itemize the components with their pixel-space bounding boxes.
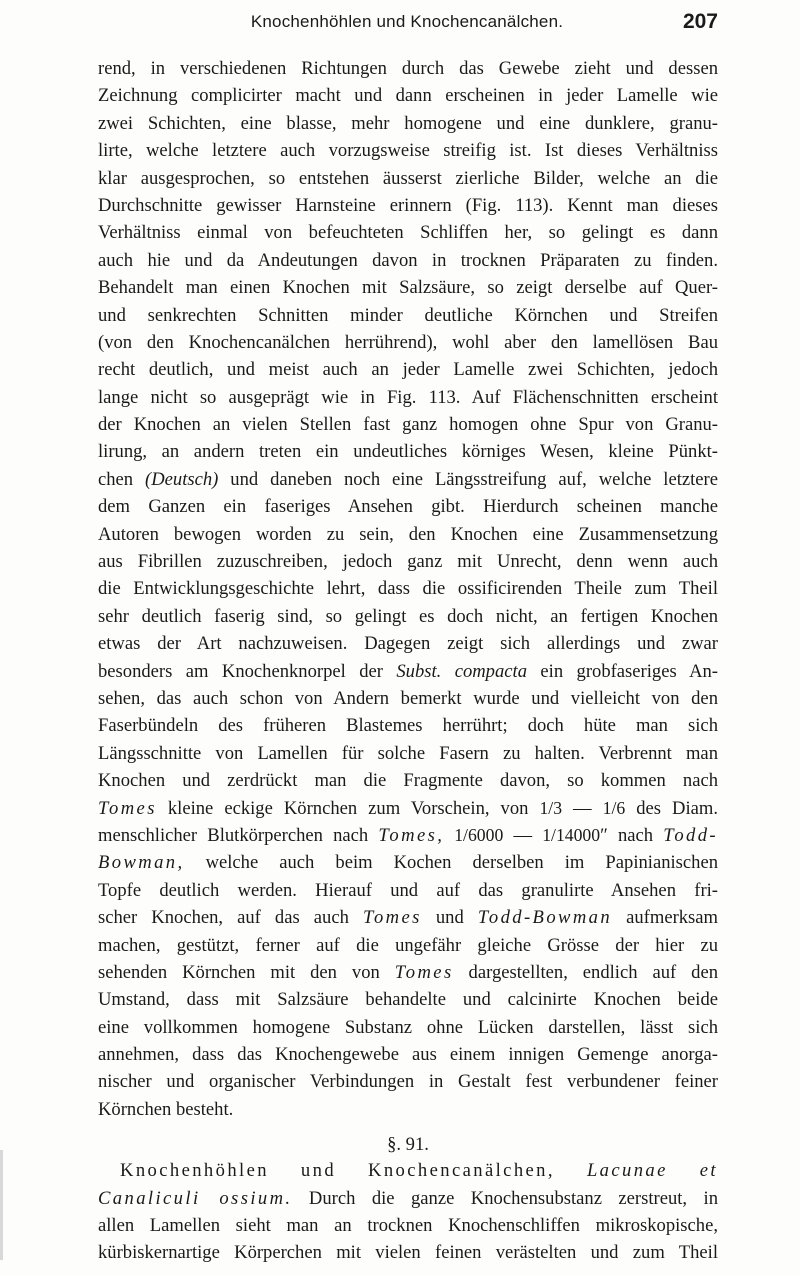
citation-author: Tomes,	[378, 824, 445, 846]
text-line: machen, gestützt, ferner auf die ungefähr gleiche Grösse der hier zu	[98, 934, 718, 956]
text-line: die Entwicklungsgeschichte lehrt, dass die ossificirenden Theile zum Theil	[98, 578, 718, 600]
text-span: —	[503, 824, 543, 846]
text-line	[98, 1185, 718, 1212]
text-line: Körnchen besteht.	[98, 1098, 234, 1120]
citation-author: Bowman,	[98, 852, 185, 874]
text-line: lange nicht so ausgeprägt wie in Fig. 113. Auf Flächenschnitten erscheint	[98, 386, 718, 408]
text-line: Behandelt man einen Knochen mit Salzsäure, so zeigt derselbe auf Quer-	[98, 277, 718, 299]
fraction: 1/3	[539, 797, 563, 818]
text-span: —	[562, 797, 603, 819]
text-line: klar ausgesprochen, so entstehen äusserst zierliche Bilder, welche an die	[98, 167, 718, 189]
text-line	[98, 822, 718, 849]
text-line: etwas der Art nachzuweisen. Dagegen zeigt sich allerdings und zwar	[98, 633, 718, 655]
text-span: des Diam.	[625, 797, 718, 819]
text-line: zwei Schichten, eine blasse, mehr homogene und eine dunklere, granu-	[98, 112, 718, 134]
text-span: ein grobfaseriges An-	[527, 660, 718, 682]
text-span: aufmerksam	[612, 907, 719, 929]
text-line: (von den Knochencanälchen herrührend), wohl aber den lamellösen Bau	[98, 331, 718, 353]
text-span: Durch die ganze Knochensubstanz zerstreut, in	[292, 1187, 718, 1209]
text-line: sehr deutlich faserig sind, so gelingt es doch nicht, an fertigen Knochen	[98, 605, 718, 627]
text-line	[98, 1157, 718, 1184]
fraction: 1/14000	[542, 824, 601, 845]
citation-author: (Deutsch)	[145, 468, 219, 490]
citation-author: Tomes	[394, 961, 454, 983]
text-line	[98, 849, 718, 876]
section-title: Knochenhöhlen und Knochencanälchen,	[120, 1160, 587, 1182]
page-header	[96, 12, 718, 40]
text-span: ″ nach	[600, 824, 664, 846]
text-line: und senkrechten Schnitten minder deutliche Körnchen und Streifen	[98, 304, 718, 326]
latin-term: Subst. compacta	[396, 660, 527, 682]
text-span: und	[421, 907, 478, 929]
text-line: auch hie und da Andeutungen davon in trocknen Präparaten zu finden.	[98, 249, 718, 271]
running-title: Knochenhöhlen und Knochencanälchen.	[250, 12, 564, 31]
text-line: lirte, welche letztere auch vorzugsweise streifig ist. Ist dieses Verhältniss	[98, 140, 718, 162]
citation-author: Todd-Bowman	[477, 907, 613, 929]
text-line: Faserbündeln des früheren Blastemes herrührt; doch hüte man sich	[98, 715, 718, 737]
text-span: kleine eckige Körnchen zum Vorschein, von	[156, 797, 540, 819]
text-line: aus Fibrillen zuzuschreiben, jedoch ganz mit Unrecht, denn wenn auch	[98, 551, 718, 573]
text-line: kürbiskernartige Körperchen mit vielen feinen verästelten und zum Theil	[98, 1242, 718, 1264]
text-span: welche auch beim Kochen derselben im Papinianischen	[184, 852, 718, 874]
text-line: Zeichnung complicirter macht und dann erscheinen in jeder Lamelle wie	[98, 85, 718, 107]
text-span: scher Knochen, auf das auch	[98, 907, 363, 929]
text-span: dargestellten, endlich auf den	[453, 961, 718, 983]
text-line: Knochen und zerdrückt man die Fragmente davon, so kommen nach	[98, 770, 718, 792]
fraction: 1/6000	[444, 824, 504, 845]
latin-term: Canaliculi ossium.	[98, 1187, 293, 1209]
text-line	[98, 904, 718, 931]
text-line: Topfe deutlich werden. Hierauf und auf das granulirte Ansehen fri-	[98, 879, 718, 901]
text-line	[98, 466, 718, 493]
text-line: Durchschnitte gewisser Harnsteine erinnern (Fig. 113). Kennt man dieses	[98, 194, 718, 216]
text-line	[98, 959, 718, 986]
text-line: Verhältniss einmal von befeuchteten Schliffen her, so gelingt es dann	[98, 222, 718, 244]
scan-edge-shadow	[0, 1150, 3, 1260]
text-line: allen Lamellen sieht man an trocknen Knochenschliffen mikroskopische,	[98, 1215, 718, 1237]
latin-term: Lacunae et	[586, 1160, 718, 1182]
text-span: chen	[98, 468, 146, 490]
text-line: der Knochen an vielen Stellen fast ganz homogen ohne Spur von Granu-	[98, 414, 718, 436]
text-span: menschlicher Blutkörperchen nach	[98, 824, 379, 846]
body-text	[98, 55, 718, 1267]
text-line: annehmen, dass das Knochengewebe aus einem innigen Gemenge anorga-	[98, 1044, 718, 1066]
text-line	[98, 795, 718, 822]
text-line: recht deutlich, und meist auch an jeder Lamelle zwei Schichten, jedoch	[98, 359, 718, 381]
text-span: besonders am Knochenknorpel der	[98, 660, 397, 682]
citation-author: Todd-	[663, 824, 718, 846]
text-line: eine vollkommen homogene Substanz ohne Lücken darstellen, lässt sich	[98, 1016, 718, 1038]
text-line: nischer und organischer Verbindungen in Gestalt fest verbundener feiner	[98, 1071, 718, 1093]
citation-author: Tomes	[98, 797, 157, 819]
fraction: 1/6	[602, 797, 626, 818]
text-line: lirung, an andern treten ein undeutliches körniges Wesen, kleine Pünkt-	[98, 441, 718, 463]
citation-author: Tomes	[362, 907, 422, 929]
text-span: sehenden Körnchen mit den von	[98, 961, 395, 983]
text-line: Längsschnitte von Lamellen für solche Fasern zu halten. Verbrennt man	[98, 742, 718, 764]
text-line: sehen, das auch schon von Andern bemerkt wurde und vielleicht von den	[98, 687, 718, 709]
text-span: und daneben noch eine Längsstreifung auf, welche letztere	[218, 468, 718, 490]
text-line: dem Ganzen ein faseriges Ansehen gibt. Hierdurch scheinen manche	[98, 496, 718, 518]
page-number: 207	[682, 10, 718, 33]
text-line: Autoren bewogen worden zu sein, den Knochen eine Zusammensetzung	[98, 523, 718, 545]
text-line: Umstand, dass mit Salzsäure behandelte und calcinirte Knochen beide	[98, 989, 718, 1011]
text-line: rend, in verschiedenen Richtungen durch das Gewebe zieht und dessen	[98, 58, 718, 79]
section-heading: §. 91.	[387, 1134, 429, 1156]
text-line	[98, 658, 718, 685]
